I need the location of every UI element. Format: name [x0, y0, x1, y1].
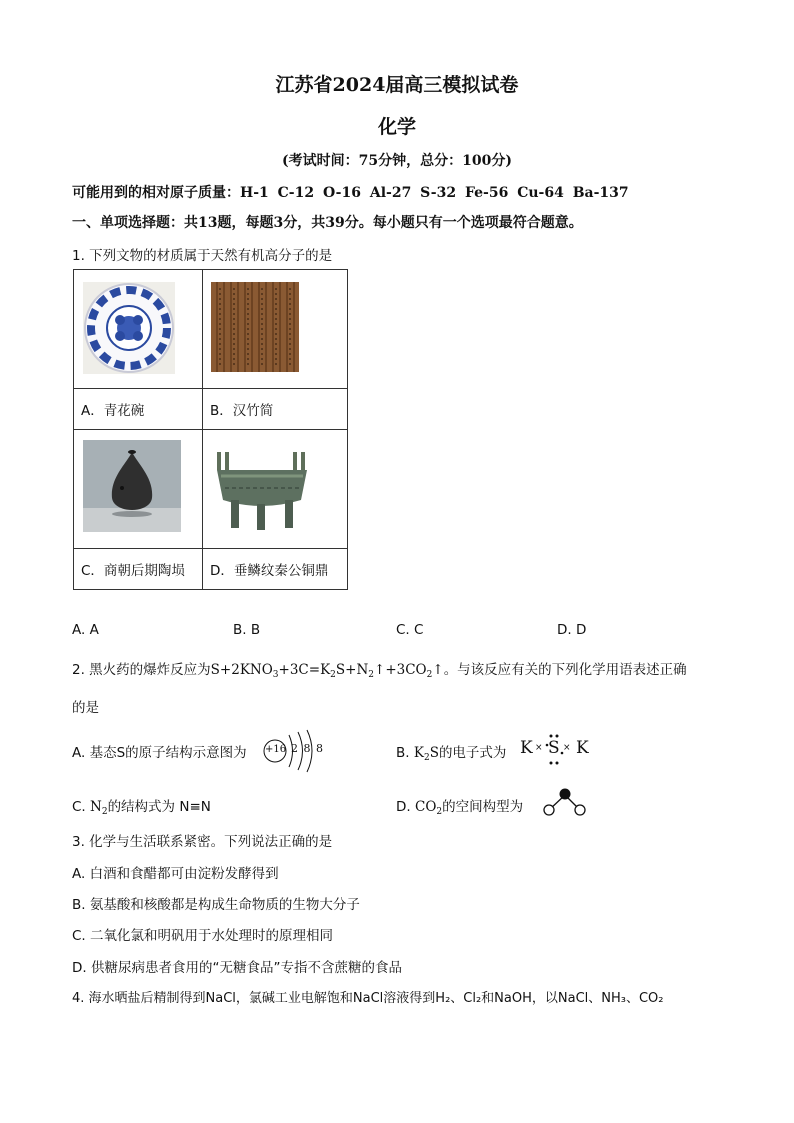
q2-option-c-letter: C.	[72, 799, 91, 815]
q2-stem-suffix: 。与该反应有关的下列化学用语表述正确	[443, 662, 687, 678]
q2-option-a: A. 基态S的原子结构示意图为	[72, 745, 247, 761]
eq-kno3: +2KNO	[219, 662, 273, 678]
n2-sub: 2	[101, 807, 108, 817]
exam-time-info: (考试时间：75分钟，总分：100分)	[282, 153, 512, 169]
q3-stem: 3. 化学与生活联系紧密。下列说法正确的是	[72, 834, 333, 850]
q1-option-d: D. D	[557, 622, 587, 638]
eq-n: +N	[345, 662, 369, 678]
eq-gas-arrow-1: ↑	[374, 662, 386, 678]
k2s-k: K	[413, 745, 424, 761]
q1-cell-d-image	[203, 430, 348, 549]
q2-equation	[211, 662, 444, 678]
q2-stem	[72, 658, 687, 680]
q1-cell-a-image	[74, 270, 203, 389]
eq-co: +3CO	[385, 662, 427, 678]
bamboo-slips-image	[203, 270, 340, 384]
k2s-sub: 2	[423, 753, 430, 763]
k2s-s: S	[429, 745, 439, 761]
q1-label-a: A．青花碗	[74, 389, 203, 430]
eq-sub-2a: 2	[330, 670, 336, 680]
q2-option-b-letter: B.	[396, 745, 414, 761]
q1-cell-b-image	[203, 270, 348, 389]
blue-white-bowl-image	[74, 270, 195, 384]
q2-option-d	[396, 795, 523, 817]
lone-pair-dots-icon	[520, 733, 592, 767]
nucleus-charge: +16	[265, 744, 287, 755]
k2s-electron-dot-formula	[520, 733, 592, 767]
eq-3c: +3C	[278, 662, 309, 678]
eq-k: K	[320, 662, 331, 678]
electron-cross-1: ×	[535, 743, 543, 753]
q1-option-a: A. A	[72, 622, 99, 638]
k2s-formula	[414, 745, 439, 761]
electron-dot-k1: K	[520, 738, 533, 758]
q3-option-b: B. 氨基酸和核酸都是构成生命物质的生物大分子	[72, 897, 360, 913]
q1-option-b: B. B	[233, 622, 261, 638]
q2-option-c	[72, 795, 211, 817]
q2-stem-line2: 的是	[72, 700, 99, 716]
q1-option-c: C. C	[396, 622, 424, 638]
paper-title: 江苏省2024届高三模拟试卷	[275, 74, 519, 96]
co2-co: CO	[414, 799, 437, 815]
bent-molecule-model-icon	[541, 786, 587, 816]
electron-cross-2: ×	[563, 743, 571, 753]
electron-dot-s: S	[548, 738, 560, 758]
bronze-ding-image	[203, 430, 340, 544]
eq-equals: =	[308, 662, 321, 678]
q3-option-c: C. 二氧化氯和明矾用于水处理时的原理相同	[72, 928, 334, 944]
q4-stem: 4. 海水晒盐后精制得到NaCl，氯碱工业电解饱和NaCl溶液得到H₂、Cl₂和NaOH，以NaCl、NH₃、CO₂	[72, 991, 664, 1006]
q2-option-c-suffix: 的结构式为 N≡N	[107, 799, 211, 815]
eq-sub-2b: 2	[368, 670, 375, 680]
eq-s2: S	[335, 662, 346, 678]
q2-option-d-letter: D.	[396, 799, 415, 815]
electron-dot-k2: K	[576, 738, 589, 758]
q1-artifact-table	[73, 269, 348, 590]
q3-option-a: A. 白酒和食醋都可由淀粉发酵得到	[72, 866, 279, 882]
eq-gas-arrow-2: ↑	[432, 662, 444, 678]
section-title: 一、单项选择题：共13题，每题3分，共39分。每小题只有一个选项最符合题意。	[72, 215, 583, 231]
eq-sub-2c: 2	[426, 670, 433, 680]
co2-sub: 2	[436, 807, 443, 817]
pottery-xun-image	[74, 430, 195, 544]
q1-cell-c-image	[74, 430, 203, 549]
eq-s: S	[210, 662, 220, 678]
q1-label-b: B．汉竹简	[203, 389, 348, 430]
q2-stem-prefix: 2. 黑火药的爆炸反应为	[72, 662, 211, 678]
subject-title: 化学	[377, 116, 416, 138]
q1-label-d: D．垂鳞纹秦公铜鼎	[203, 549, 348, 590]
q2-option-d-suffix: 的空间构型为	[442, 799, 524, 815]
sulfur-atom-structure-diagram	[262, 727, 322, 775]
q3-option-d: D. 供糖尿病患者食用的“无糖食品”专指不含蔗糖的食品	[72, 960, 402, 976]
co2-formula	[415, 799, 442, 815]
electron-shells: 2 8 8	[291, 742, 323, 755]
atomic-masses: 可能用到的相对原子质量：H-1 C-12 O-16 Al-27 S-32 Fe-56 Cu-64 Ba-137	[72, 185, 629, 201]
n2-n: N	[90, 799, 102, 815]
q1-label-c: C．商朝后期陶埙	[74, 549, 203, 590]
q2-option-b	[396, 741, 506, 763]
n2-formula	[90, 799, 108, 815]
q1-stem: 1. 下列文物的材质属于天然有机高分子的是	[72, 248, 333, 264]
eq-sub-3: 3	[272, 670, 279, 680]
q2-option-b-suffix: 的电子式为	[438, 745, 507, 761]
